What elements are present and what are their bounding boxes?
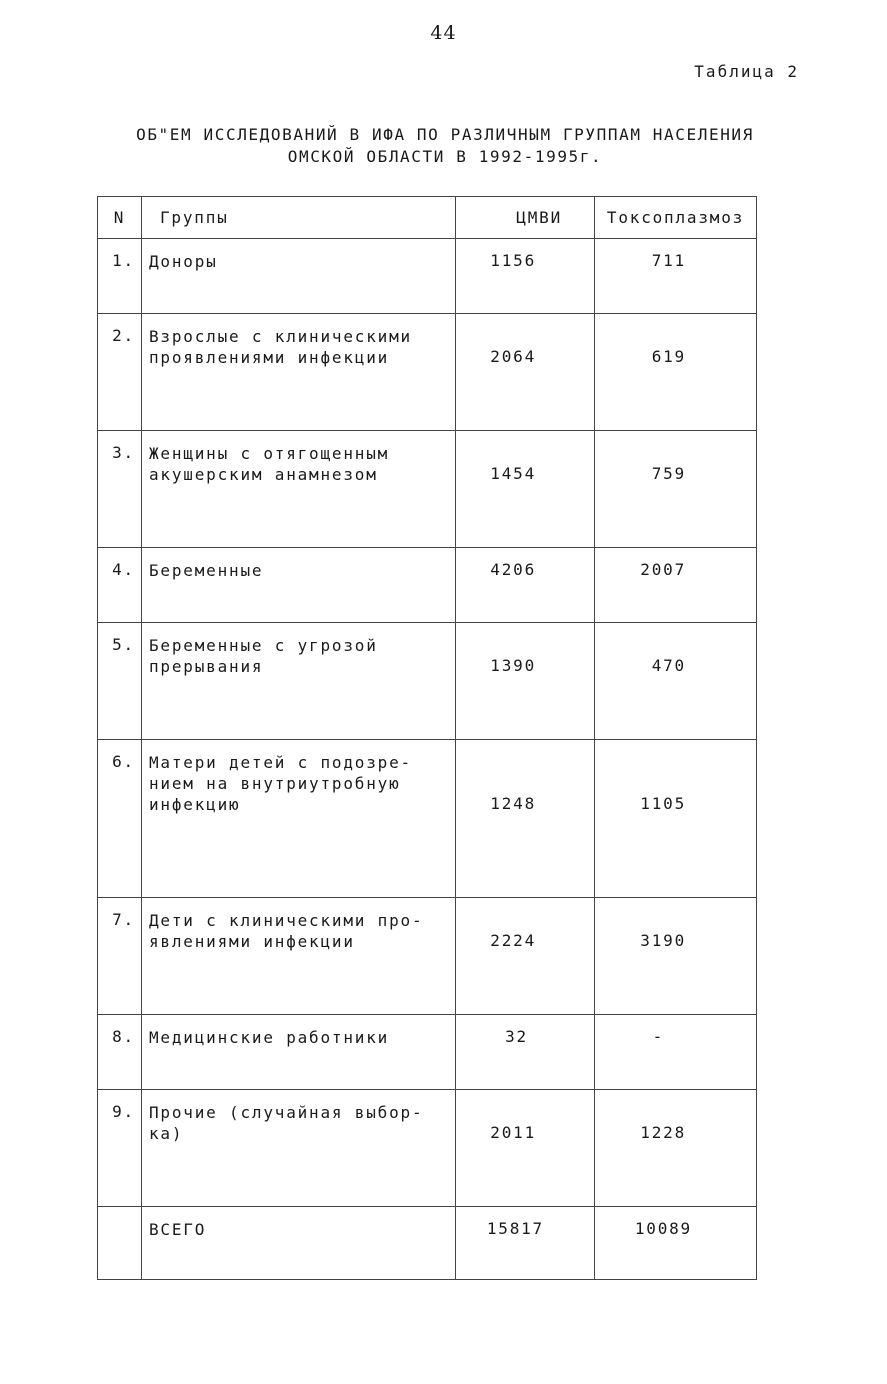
row-group: Прочие (случайная выбор- ка): [142, 1090, 456, 1207]
row-number: 9.: [98, 1090, 142, 1207]
row-cmv: 2064: [456, 314, 595, 431]
table-row: [98, 239, 757, 314]
row-number: 8.: [98, 1015, 142, 1090]
row-number: 3.: [98, 431, 142, 548]
total-cmv: 15817: [456, 1207, 595, 1280]
row-cmv: 4206: [456, 548, 595, 623]
header-number: N: [98, 197, 142, 239]
row-group: Матери детей с подозре- нием на внутриутробную инфекцию: [142, 740, 456, 898]
table-row: [98, 898, 757, 1015]
page-number: 44: [430, 22, 457, 44]
row-cmv: 1390: [456, 623, 595, 740]
row-toxoplasmosis: 711: [595, 239, 757, 314]
document-title: [60, 124, 830, 168]
row-number: 2.: [98, 314, 142, 431]
header-toxoplasmosis: Токсоплазмоз: [595, 197, 757, 239]
header-cmv: ЦМВИ: [456, 197, 595, 239]
row-group: Медицинские работники: [142, 1015, 456, 1090]
title-line-1: ОБ"ЕМ ИССЛЕДОВАНИЙ В ИФА ПО РАЗЛИЧНЫМ ГРУППАМ НАСЕЛЕНИЯ: [136, 125, 754, 144]
row-group: Беременные с угрозой прерывания: [142, 623, 456, 740]
row-group: Взрослые с клиническими проявлениями инфекции: [142, 314, 456, 431]
table-row: [98, 740, 757, 898]
row-group: Доноры: [142, 239, 456, 314]
total-label: ВСЕГО: [142, 1207, 456, 1280]
row-number: 5.: [98, 623, 142, 740]
row-toxoplasmosis: 619: [595, 314, 757, 431]
row-cmv: 1454: [456, 431, 595, 548]
row-toxoplasmosis: 2007: [595, 548, 757, 623]
title-line-2: ОМСКОЙ ОБЛАСТИ В 1992-1995г.: [287, 147, 603, 166]
row-toxoplasmosis: -: [595, 1015, 757, 1090]
row-cmv: 1248: [456, 740, 595, 898]
row-cmv: 1156: [456, 239, 595, 314]
row-toxoplasmosis: 1228: [595, 1090, 757, 1207]
header-groups: Группы: [142, 197, 456, 239]
row-number: 1.: [98, 239, 142, 314]
table-total-row: [98, 1207, 757, 1280]
row-toxoplasmosis: 759: [595, 431, 757, 548]
row-toxoplasmosis: 1105: [595, 740, 757, 898]
total-toxoplasmosis: 10089: [595, 1207, 757, 1280]
row-cmv: 2011: [456, 1090, 595, 1207]
table-row: [98, 623, 757, 740]
row-cmv: 2224: [456, 898, 595, 1015]
table-row: [98, 548, 757, 623]
data-table: [97, 196, 757, 1280]
table-row: [98, 1090, 757, 1207]
total-number: [98, 1207, 142, 1280]
row-cmv: 32: [456, 1015, 595, 1090]
table-row: [98, 314, 757, 431]
row-group: Женщины с отягощенным акушерским анамнезом: [142, 431, 456, 548]
row-toxoplasmosis: 470: [595, 623, 757, 740]
row-group: Дети с клиническими про- явлениями инфекции: [142, 898, 456, 1015]
row-toxoplasmosis: 3190: [595, 898, 757, 1015]
table-label: Таблица 2: [694, 62, 799, 81]
row-group: Беременные: [142, 548, 456, 623]
row-number: 7.: [98, 898, 142, 1015]
table-row: [98, 431, 757, 548]
table-header-row: [98, 197, 757, 239]
table-row: [98, 1015, 757, 1090]
row-number: 4.: [98, 548, 142, 623]
row-number: 6.: [98, 740, 142, 898]
